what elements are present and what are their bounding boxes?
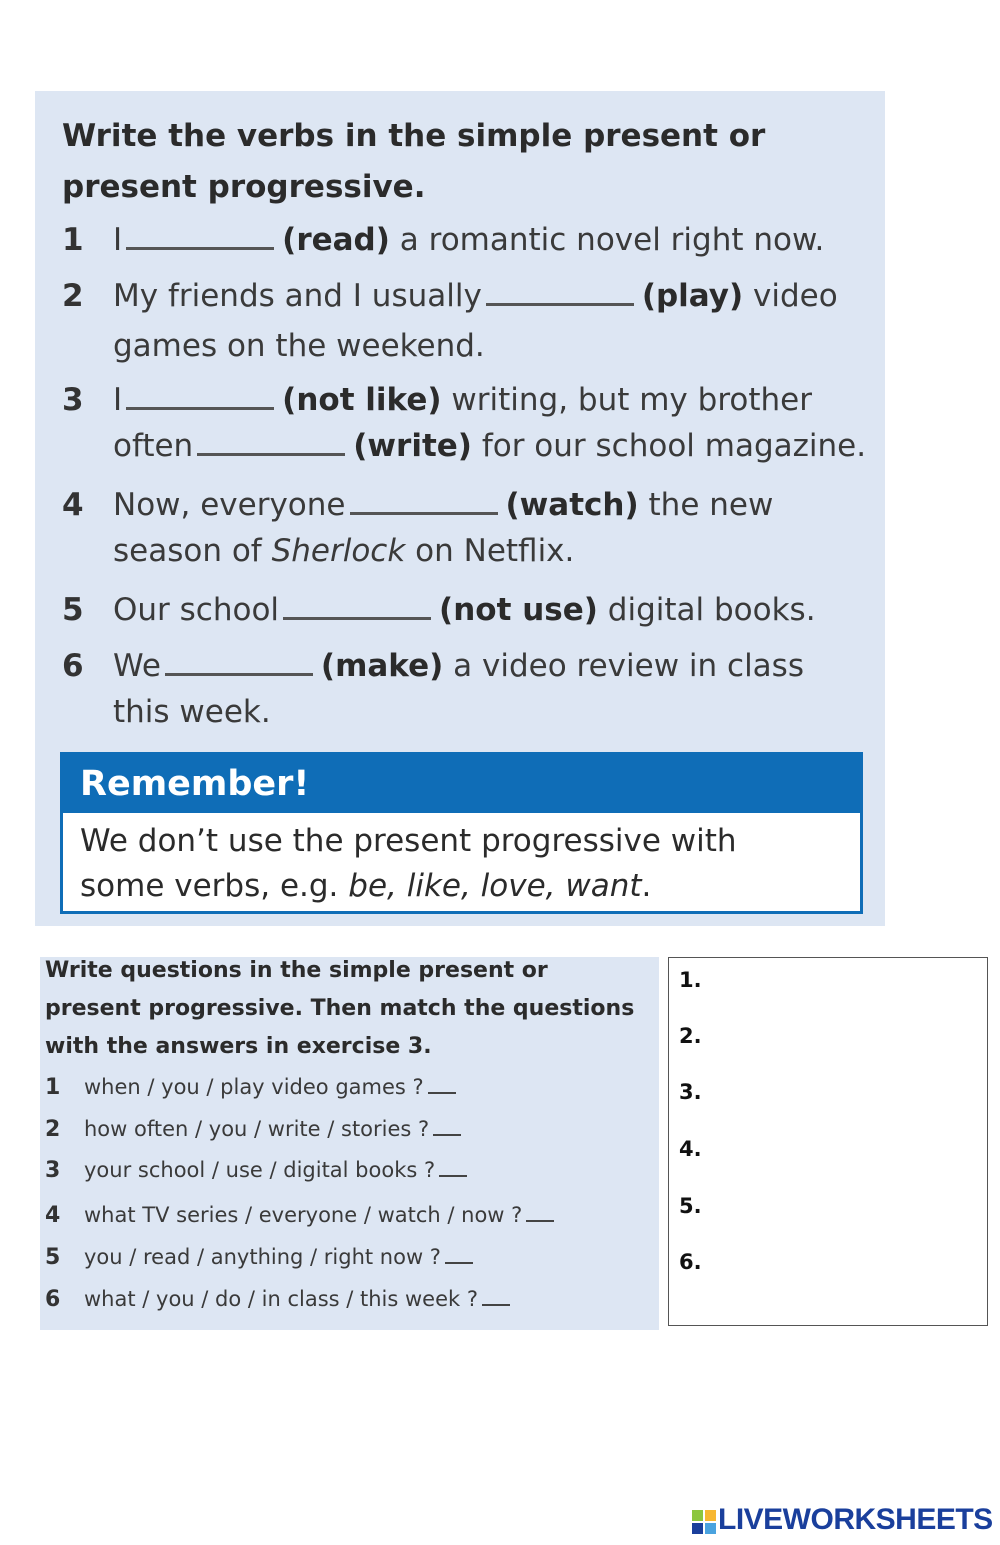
remember-body <box>63 813 860 909</box>
item-text: I <box>113 382 123 418</box>
exercise-2-panel <box>40 957 659 1330</box>
item-number: 6 <box>62 648 84 684</box>
item-number: 3 <box>62 382 84 418</box>
verb-hint: (play) <box>641 278 744 314</box>
answer-blank[interactable] <box>126 377 274 410</box>
item-text: I <box>113 222 123 258</box>
answer-blank[interactable] <box>350 482 498 515</box>
answer-box[interactable] <box>668 957 988 1326</box>
title-italic: Sherlock <box>271 533 406 569</box>
question-text: what TV series / everyone / watch / now ? <box>84 1203 523 1227</box>
match-blank[interactable] <box>433 1120 461 1136</box>
question-text: your school / use / digital books ? <box>84 1158 436 1182</box>
item-text: for our school magazine. <box>481 428 867 464</box>
question-text: when / you / play video games ? <box>84 1075 424 1099</box>
item-text: a video review in class <box>453 648 804 684</box>
item-text: this week. <box>113 694 271 730</box>
item-number: 1 <box>62 222 84 258</box>
question-number: 3 <box>45 1158 61 1183</box>
item-number: 2 <box>62 278 84 314</box>
item-text: My friends and I usually <box>113 278 482 314</box>
question-number: 5 <box>45 1245 61 1270</box>
verb-hint: (not like) <box>282 382 442 418</box>
remember-text: We don’t use the present progressive with <box>80 823 737 859</box>
exercise-1-panel <box>35 91 885 926</box>
title-line: present progressive. <box>62 169 426 205</box>
answer-label: 3. <box>679 1080 702 1104</box>
question-text: what / you / do / in class / this week ? <box>84 1287 478 1311</box>
answer-label: 6. <box>679 1250 702 1274</box>
match-blank[interactable] <box>445 1248 473 1264</box>
item-text: the new <box>648 487 774 523</box>
item-number: 5 <box>62 592 84 628</box>
question-text: how often / you / write / stories ? <box>84 1117 430 1141</box>
exercise-1-title <box>62 111 822 213</box>
item-text: often <box>113 428 194 464</box>
verb-hint: (not use) <box>439 592 598 628</box>
question-number: 2 <box>45 1117 61 1142</box>
item-text: games on the weekend. <box>113 328 485 364</box>
item-text: Our school <box>113 592 280 628</box>
item-text: Now, everyone <box>113 487 346 523</box>
item-number: 4 <box>62 487 84 523</box>
question-number: 6 <box>45 1287 61 1312</box>
verb-hint: (watch) <box>505 487 639 523</box>
item-text: on Netflix. <box>415 533 575 569</box>
item-text: We <box>113 648 161 684</box>
exercise-2-title <box>45 952 657 1066</box>
verb-hint: (write) <box>353 428 472 464</box>
question-number: 1 <box>45 1075 61 1100</box>
answer-blank[interactable] <box>197 423 345 456</box>
title-line: with the answers in exercise 3. <box>45 1034 432 1059</box>
answer-label: 1. <box>679 968 702 992</box>
match-blank[interactable] <box>428 1078 456 1094</box>
match-blank[interactable] <box>526 1206 554 1222</box>
question-text: you / read / anything / right now ? <box>84 1245 441 1269</box>
answer-label: 2. <box>679 1024 702 1048</box>
liveworksheets-logo <box>692 1503 992 1537</box>
logo-text: LIVEWORKSHEETS <box>718 1503 993 1536</box>
item-text: video <box>753 278 838 314</box>
match-blank[interactable] <box>482 1290 510 1306</box>
item-text: a romantic novel right now. <box>399 222 825 258</box>
item-text: season of <box>113 533 262 569</box>
remember-heading: Remember! <box>63 755 860 813</box>
verb-hint: (make) <box>320 648 444 684</box>
verb-hint: (read) <box>282 222 390 258</box>
liveworksheets-logo-icon <box>692 1510 716 1534</box>
title-line: Write the verbs in the simple present or <box>62 118 766 154</box>
match-blank[interactable] <box>439 1161 467 1177</box>
answer-label: 4. <box>679 1137 702 1161</box>
remember-text: some verbs, e.g. <box>80 868 339 904</box>
remember-text: . <box>641 868 652 904</box>
title-line: Write questions in the simple present or <box>45 958 548 983</box>
answer-blank[interactable] <box>486 273 634 306</box>
remember-box <box>60 752 863 914</box>
question-number: 4 <box>45 1203 61 1228</box>
answer-blank[interactable] <box>165 643 313 676</box>
answer-blank[interactable] <box>283 587 431 620</box>
remember-examples: be, like, love, want <box>348 868 642 904</box>
title-line: present progressive. Then match the questions <box>45 996 635 1021</box>
item-text: digital books. <box>607 592 816 628</box>
answer-label: 5. <box>679 1194 702 1218</box>
item-text: writing, but my brother <box>451 382 812 418</box>
answer-blank[interactable] <box>126 217 274 250</box>
